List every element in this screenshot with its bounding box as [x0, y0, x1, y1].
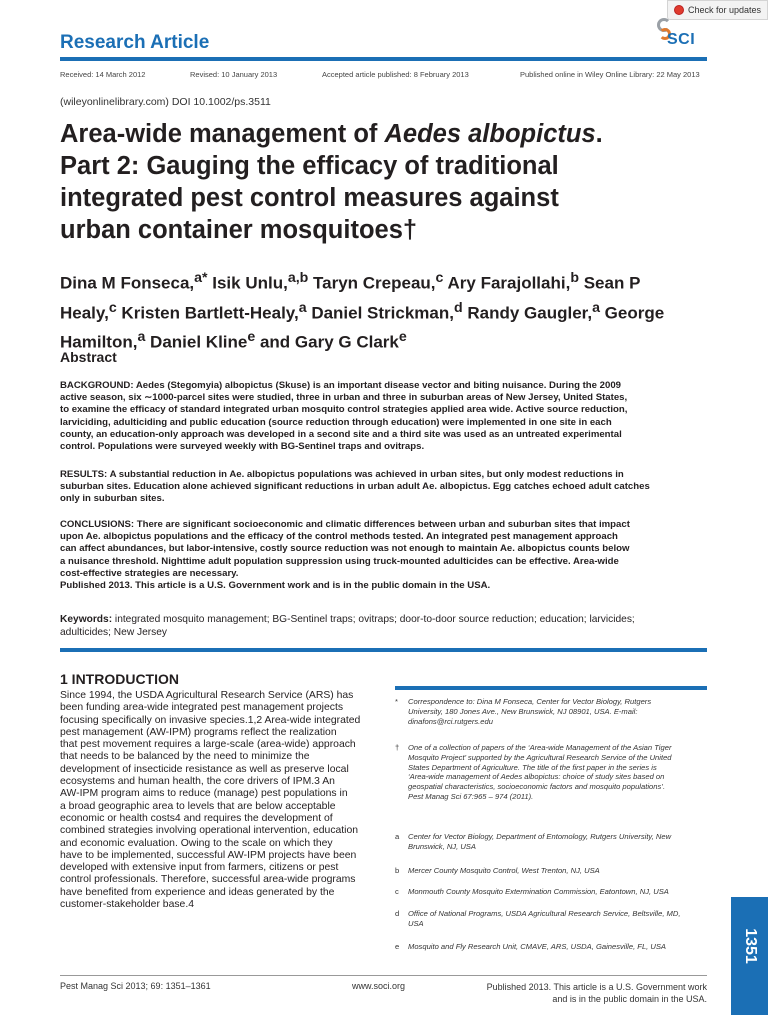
author-line-1 — [60, 266, 720, 296]
introduction-heading: 1 INTRODUCTION — [60, 671, 179, 687]
footnote-line: Monmouth County Mosquito Extermination Commission, Eatontown, NJ, USA — [408, 887, 669, 896]
footnote-text — [408, 909, 708, 929]
title-text: . — [595, 120, 603, 148]
author: Daniel Kline — [145, 332, 248, 352]
footnote-mark: c — [395, 887, 399, 896]
footnote-line: University, 180 Jones Ave., New Brunswick, NJ 08901, USA. E-mail: — [408, 706, 638, 716]
introduction-line: focusing specifically on invasive species.1,2 Area-wide integrated — [60, 714, 361, 726]
author: Hamilton, — [60, 332, 138, 352]
introduction-line: and economic evaluation. Owing to the scale on which they — [60, 837, 333, 849]
abstract-line: a nuisance threshold. Nighttime adult population suppression using truck-mounted adulticides can be effective. Area-wide — [60, 555, 619, 567]
footnote-line: One of a collection of papers of the ‘Area-wide Management of the Asian Tiger — [408, 743, 672, 752]
abstract-line: CONCLUSIONS: There are significant socioeconomic and climatic differences between urban and suburban sites that impact — [60, 519, 630, 530]
abstract-line: cost-effective strategies are necessary. — [60, 567, 239, 579]
page-number: 1351 — [742, 928, 759, 964]
introduction-line: have to be implemented, successful AW-IPM projects have been — [60, 849, 357, 861]
abstract-results — [60, 469, 707, 506]
introduction-line: Since 1994, the USDA Agricultural Research Service (ARS) has — [60, 690, 354, 701]
published-date: Published online in Wiley Online Library: 22 May 2013 — [520, 70, 700, 79]
check-for-updates-button[interactable] — [667, 0, 768, 20]
abstract-line: RESULTS: A substantial reduction in Ae. albopictus populations was achieved in urban sites, but only modest reductions in — [60, 469, 624, 480]
abstract-line: control. Populations were surveyed weekly with BG-Sentinel traps and ovitraps. — [60, 441, 425, 453]
footer-rule — [60, 975, 707, 976]
author: Randy Gaugler, — [462, 303, 593, 323]
footnote-text — [408, 697, 708, 726]
check-for-updates-label: Check for updates — [688, 5, 762, 15]
author: and Gary G Clark — [255, 332, 399, 352]
footnote-line: dinafons@rci.rutgers.edu — [408, 716, 493, 726]
footnote-rule — [395, 686, 707, 690]
keywords — [60, 613, 707, 639]
author-list — [60, 266, 720, 355]
abstract-line: can affect abundances, but labor-intensive, costly source reduction was not enough to maintain Ae. albopictus counts below — [60, 543, 630, 555]
author: Taryn Crepeau, — [308, 273, 436, 293]
title-line-4: urban container mosquitoes† — [60, 216, 418, 244]
author-line-2 — [60, 296, 720, 326]
abstract-line: suburban sites. Education alone achieved significant reductions in urban adult Ae. albopictus. Egg catches echoed adult catches — [60, 481, 650, 493]
introduction-line: been funding area-wide integrated pest management projects — [60, 702, 344, 714]
journal-url[interactable]: www.soci.org — [352, 981, 406, 991]
abstract-line: upon Ae. albopictus populations and the efficacy of the control methods tested. An integrated pest management approach — [60, 531, 618, 543]
introduction-line: control professionals. Therefore, successful area-wide programs — [60, 874, 356, 886]
footnote-line: geospatial characteristics, socioeconomic factors and mosquito populations’. — [408, 782, 666, 792]
affiliation-mark: c — [108, 299, 117, 316]
abstract-line: active season, six ∼1000-parcel sites were studied, three in urban and three in suburban areas of New Jersey, United States, — [60, 392, 628, 404]
footnote-text — [408, 832, 708, 852]
affiliation-mark: a,b — [287, 270, 309, 286]
section-rule — [60, 648, 707, 652]
introduction-line: customer-stakeholder base.4 — [60, 899, 194, 911]
introduction-line: AW-IPM program aims to reduce (manage) pest populations in — [60, 788, 348, 800]
footnote-line: Mosquito and Fly Research Unit, CMAVE, ARS, USDA, Gainesville, FL, USA — [408, 942, 666, 951]
author: Ary Farajollahi, — [443, 273, 571, 293]
article-type-heading: Research Article — [60, 32, 210, 53]
introduction-line: that needs to be balanced by the need to minimize the — [60, 751, 310, 763]
footnote-line: Correspondence to: Dina M Fonseca, Center for Vector Biology, Rutgers — [408, 697, 652, 706]
affiliation-mark: a — [298, 299, 307, 316]
abstract-line: to examine the efficacy of standard integrated urban mosquito control strategies applied area wide. Active source reduction, — [60, 404, 628, 416]
header-rule — [60, 57, 707, 61]
affiliation-mark: e — [247, 329, 256, 346]
abstract-background — [60, 380, 707, 453]
author: Kristen Bartlett-Healy, — [116, 303, 299, 323]
page-number-tab — [731, 897, 768, 1015]
introduction-line: ecosystems and human health, the core drivers of IPM.3 An — [60, 776, 335, 788]
received-date: Received: 14 March 2012 — [60, 70, 146, 79]
abstract-line: larviciding, adulticiding and public education (source reduction through education) were implemented in one site in each — [60, 416, 612, 428]
footnote-line: ‘Area-wide management of Aedes albopictus: choice of study sites based on — [408, 772, 665, 782]
footnote-line: Mosquito Project’ supported by the Agricultural Research Service of the United — [408, 752, 672, 762]
sci-logo — [655, 18, 711, 52]
footnote-line: States Department of Agriculture. The title of the first paper in the series is — [408, 762, 657, 772]
footnote-mark: e — [395, 942, 400, 951]
footnote-mark: a — [395, 832, 400, 841]
article-title — [60, 118, 720, 246]
footnote-mark: * — [395, 697, 398, 706]
affiliation-mark: a — [592, 299, 600, 316]
author: Isik Unlu, — [207, 273, 288, 293]
title-line-3: integrated pest control measures against — [60, 184, 559, 212]
footnote-line: Pest Manag Sci 67:965 – 974 (2011). — [408, 791, 534, 801]
footnote-text — [408, 942, 708, 952]
notice-line-1: Published 2013. This article is a U.S. Government work — [486, 982, 707, 992]
footnote-mark: d — [395, 909, 400, 918]
footnote-line: USA — [408, 918, 424, 928]
footnote-mark: b — [395, 866, 400, 875]
author: George — [599, 303, 665, 323]
author: Daniel Strickman, — [306, 303, 454, 323]
footnote-text — [408, 887, 708, 897]
introduction-body — [60, 690, 375, 911]
revised-date: Revised: 10 January 2013 — [190, 70, 278, 79]
affiliation-mark: a* — [194, 270, 208, 286]
journal-citation: Pest Manag Sci 2013; 69: 1351–1361 — [60, 981, 211, 991]
keywords-list: integrated mosquito management; BG-Sentinel traps; ovitraps; door-to-door source reduction; education; larvicides; — [112, 614, 635, 625]
affiliation-mark: c — [435, 270, 444, 286]
introduction-line: combined strategies involving operational intervention, education — [60, 825, 359, 837]
footnote-text — [408, 866, 708, 876]
introduction-line: economic or health costs4 and requires the development of — [60, 812, 333, 824]
affiliation-mark: b — [570, 270, 579, 286]
author-line-3 — [60, 325, 720, 355]
introduction-line: that pest movement requires a large-scale (area-wide) approach — [60, 739, 356, 751]
affiliation-mark: a — [137, 329, 146, 346]
affiliation-mark: e — [398, 329, 407, 346]
sci-logo-text: SCI — [667, 31, 696, 48]
notice-line-2: and is in the public domain in the USA. — [552, 994, 707, 1004]
accepted-date: Accepted article published: 8 February 2013 — [322, 70, 469, 79]
introduction-line: have benefited from experience and ideas generated by the — [60, 886, 335, 898]
abstract-line: county, an education-only approach was developed in a second site and a third site was used as an untreated experimental — [60, 428, 622, 440]
introduction-line: pest management (AW-IPM) programs reflect the realization — [60, 726, 337, 738]
title-line-2: Part 2: Gauging the efficacy of traditional — [60, 152, 559, 180]
abstract-conclusions — [60, 519, 707, 592]
footnote-line: Mercer County Mosquito Control, West Trenton, NJ, USA — [408, 866, 600, 875]
keywords-line-2: adulticides; New Jersey — [60, 627, 168, 638]
affiliation-mark: d — [453, 299, 463, 316]
footnote-mark: † — [395, 743, 400, 752]
footnote-text — [408, 743, 708, 802]
keywords-line-1 — [60, 613, 707, 626]
author: Healy, — [60, 303, 109, 323]
crossmark-icon — [674, 5, 684, 15]
title-species: Aedes albopictus — [384, 120, 596, 148]
footnote-line: Office of National Programs, USDA Agricultural Research Service, Beltsville, MD, — [408, 909, 681, 918]
abstract-line: only in suburban sites. — [60, 493, 165, 505]
introduction-line: developed with extensive input from farmers, citizens or pest — [60, 862, 339, 874]
introduction-line: a broad geographic area to levels that are below acceptable — [60, 800, 336, 812]
keywords-label: Keywords: — [60, 614, 113, 625]
abstract-heading: Abstract — [60, 349, 117, 365]
doi-line[interactable]: (wileyonlinelibrary.com) DOI 10.1002/ps.3511 — [60, 96, 271, 108]
footnote-line: Brunswick, NJ, USA — [408, 841, 476, 851]
author: Sean P — [578, 273, 641, 293]
footnote-line: Center for Vector Biology, Department of Entomology, Rutgers University, New — [408, 832, 672, 841]
title-line-1 — [60, 118, 720, 150]
abstract-line: BACKGROUND: Aedes (Stegomyia) albopictus (Skuse) is an important disease vector and biting nuisance. During the 2009 — [60, 380, 621, 391]
public-domain-notice — [460, 981, 707, 1005]
introduction-line: development of insecticide resistance as well as preserve local — [60, 763, 349, 775]
title-text: Area-wide management of — [60, 120, 385, 148]
abstract-line: Published 2013. This article is a U.S. Government work and is in the public domain in the USA. — [60, 580, 491, 592]
author: Dina M Fonseca, — [60, 273, 195, 293]
